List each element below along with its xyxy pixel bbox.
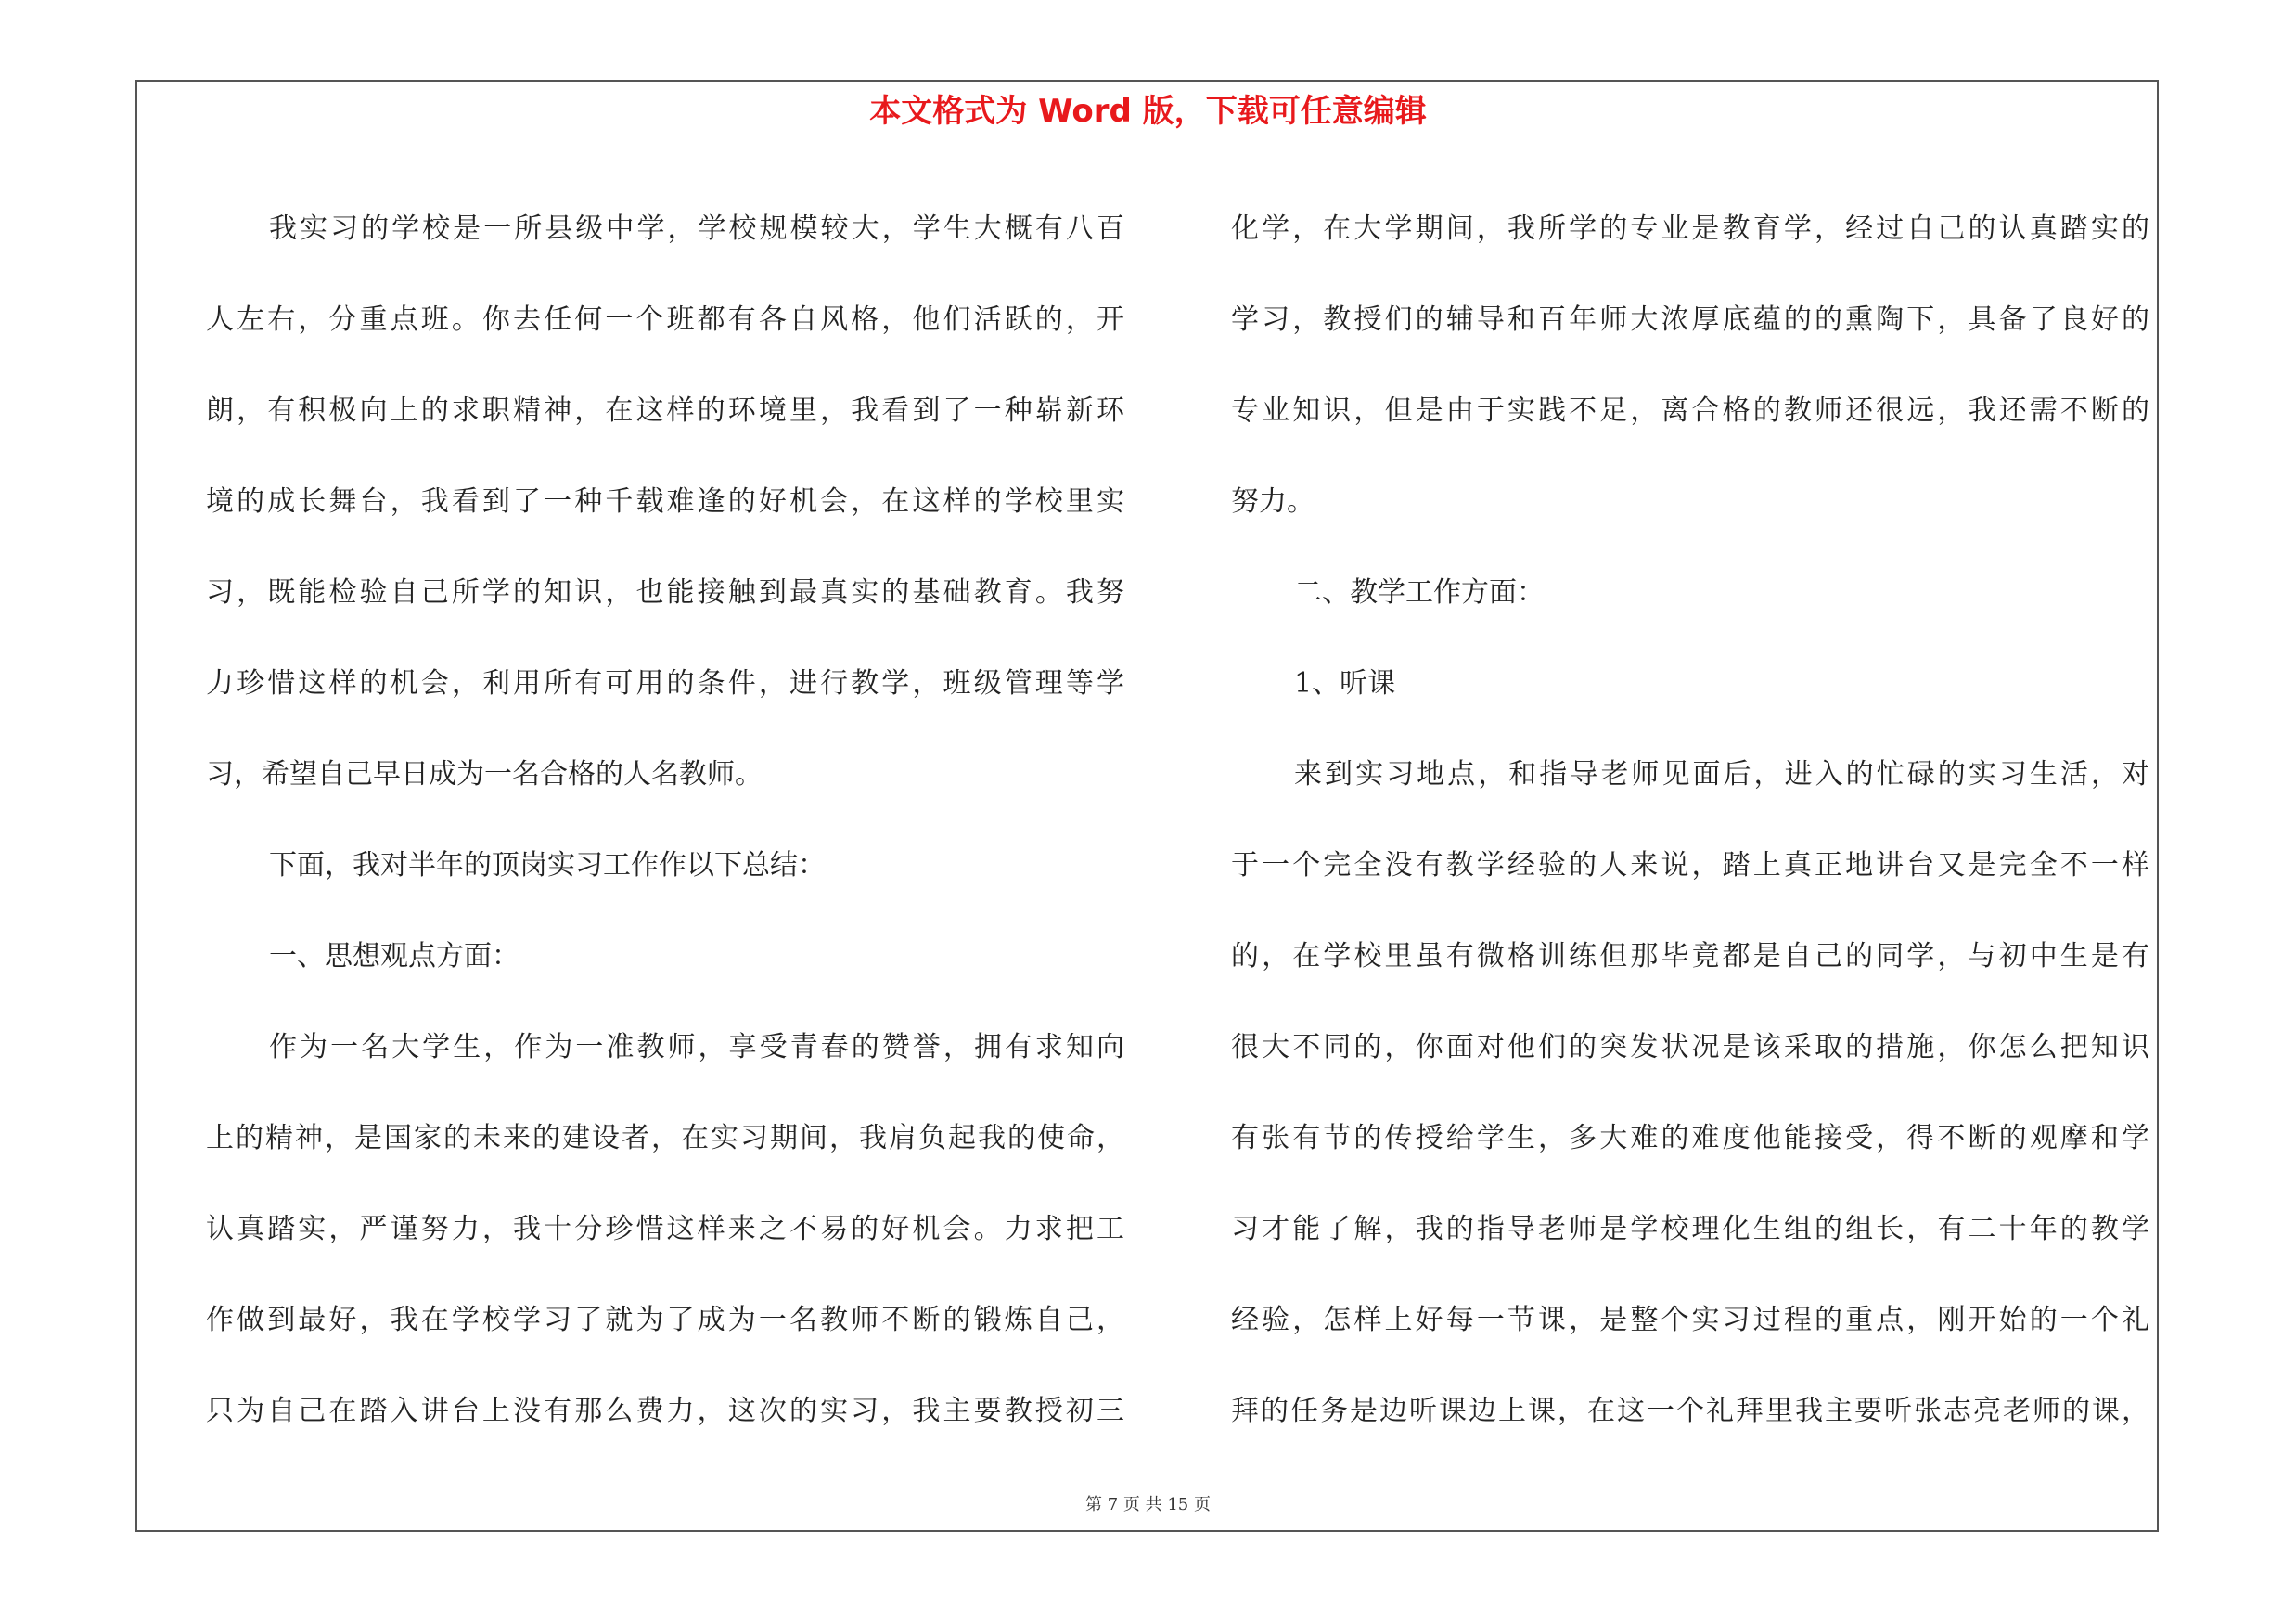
text-line: 我实习的学校是一所县级中学，学校规模较大，学生大概有八百: [269, 213, 1124, 245]
text-line: 认真踏实，严谨努力，我十分珍惜这样来之不易的好机会。力求把工: [206, 1213, 1124, 1245]
text-line: 有张有节的传授给学生，多大难的难度他能接受，得不断的观摩和学: [1231, 1122, 2149, 1154]
text-line: 习，希望自己早日成为一名合格的人名教师。: [206, 758, 763, 791]
text-line: 于一个完全没有教学经验的人来说，踏上真正地讲台又是完全不一样: [1231, 849, 2149, 882]
section-heading: 一、思想观点方面：: [269, 940, 519, 973]
text-line: 经验，怎样上好每一节课，是整个实习过程的重点，刚开始的一个礼: [1231, 1304, 2149, 1336]
text-line: 学习，教授们的辅导和百年师大浓厚底蕴的的熏陶下，具备了良好的: [1231, 303, 2149, 336]
text-line: 力珍惜这样的机会，利用所有可用的条件，进行教学，班级管理等学: [206, 667, 1124, 700]
subsection-heading: 1、听课: [1294, 667, 1396, 700]
text-line: 只为自己在踏入讲台上没有那么费力，这次的实习，我主要教授初三: [206, 1395, 1124, 1427]
right-text-column: [1231, 184, 2149, 1457]
text-line: 境的成长舞台，我看到了一种千载难逢的好机会，在这样的学校里实: [206, 485, 1124, 518]
text-line: 化学，在大学期间，我所学的专业是教育学，经过自己的认真踏实的: [1231, 213, 2149, 245]
text-line: 作为一名大学生，作为一准教师，享受青春的赞誉，拥有求知向: [269, 1031, 1124, 1063]
text-line: 习，既能检验自己所学的知识，也能接触到最真实的基础教育。我努: [206, 576, 1124, 609]
document-header-title: 本文格式为 Word 版，下载可任意编辑: [869, 93, 1427, 130]
text-line: 专业知识，但是由于实践不足，离合格的教师还很远，我还需不断的: [1231, 394, 2149, 427]
text-line: 习才能了解，我的指导老师是学校理化生组的组长，有二十年的教学: [1231, 1213, 2149, 1245]
text-line: 作做到最好，我在学校学习了就为了成为一名教师不断的锻炼自己，: [206, 1304, 1124, 1336]
text-line: 下面，我对半年的顶岗实习工作作以下总结：: [269, 849, 826, 882]
text-line: 拜的任务是边听课边上课，在这一个礼拜里我主要听张志亮老师的课，: [1231, 1395, 2149, 1427]
section-heading: 二、教学工作方面：: [1294, 576, 1545, 609]
text-line: 努力。: [1231, 485, 1315, 518]
text-line: 的，在学校里虽有微格训练但那毕竟都是自己的同学，与初中生是有: [1231, 940, 2149, 973]
page-number-footer: 第 7 页 共 15 页: [1085, 1495, 1211, 1514]
text-line: 人左右，分重点班。你去任何一个班都有各自风格，他们活跃的，开: [206, 303, 1124, 336]
left-text-column: [206, 184, 1124, 1457]
text-line: 上的精神，是国家的未来的建设者，在实习期间，我肩负起我的使命，: [206, 1122, 1124, 1154]
text-line: 很大不同的，你面对他们的突发状况是该采取的措施，你怎么把知识: [1231, 1031, 2149, 1063]
text-line: 来到实习地点，和指导老师见面后，进入的忙碌的实习生活，对: [1294, 758, 2149, 791]
text-line: 朗，有积极向上的求职精神，在这样的环境里，我看到了一种崭新环: [206, 394, 1124, 427]
